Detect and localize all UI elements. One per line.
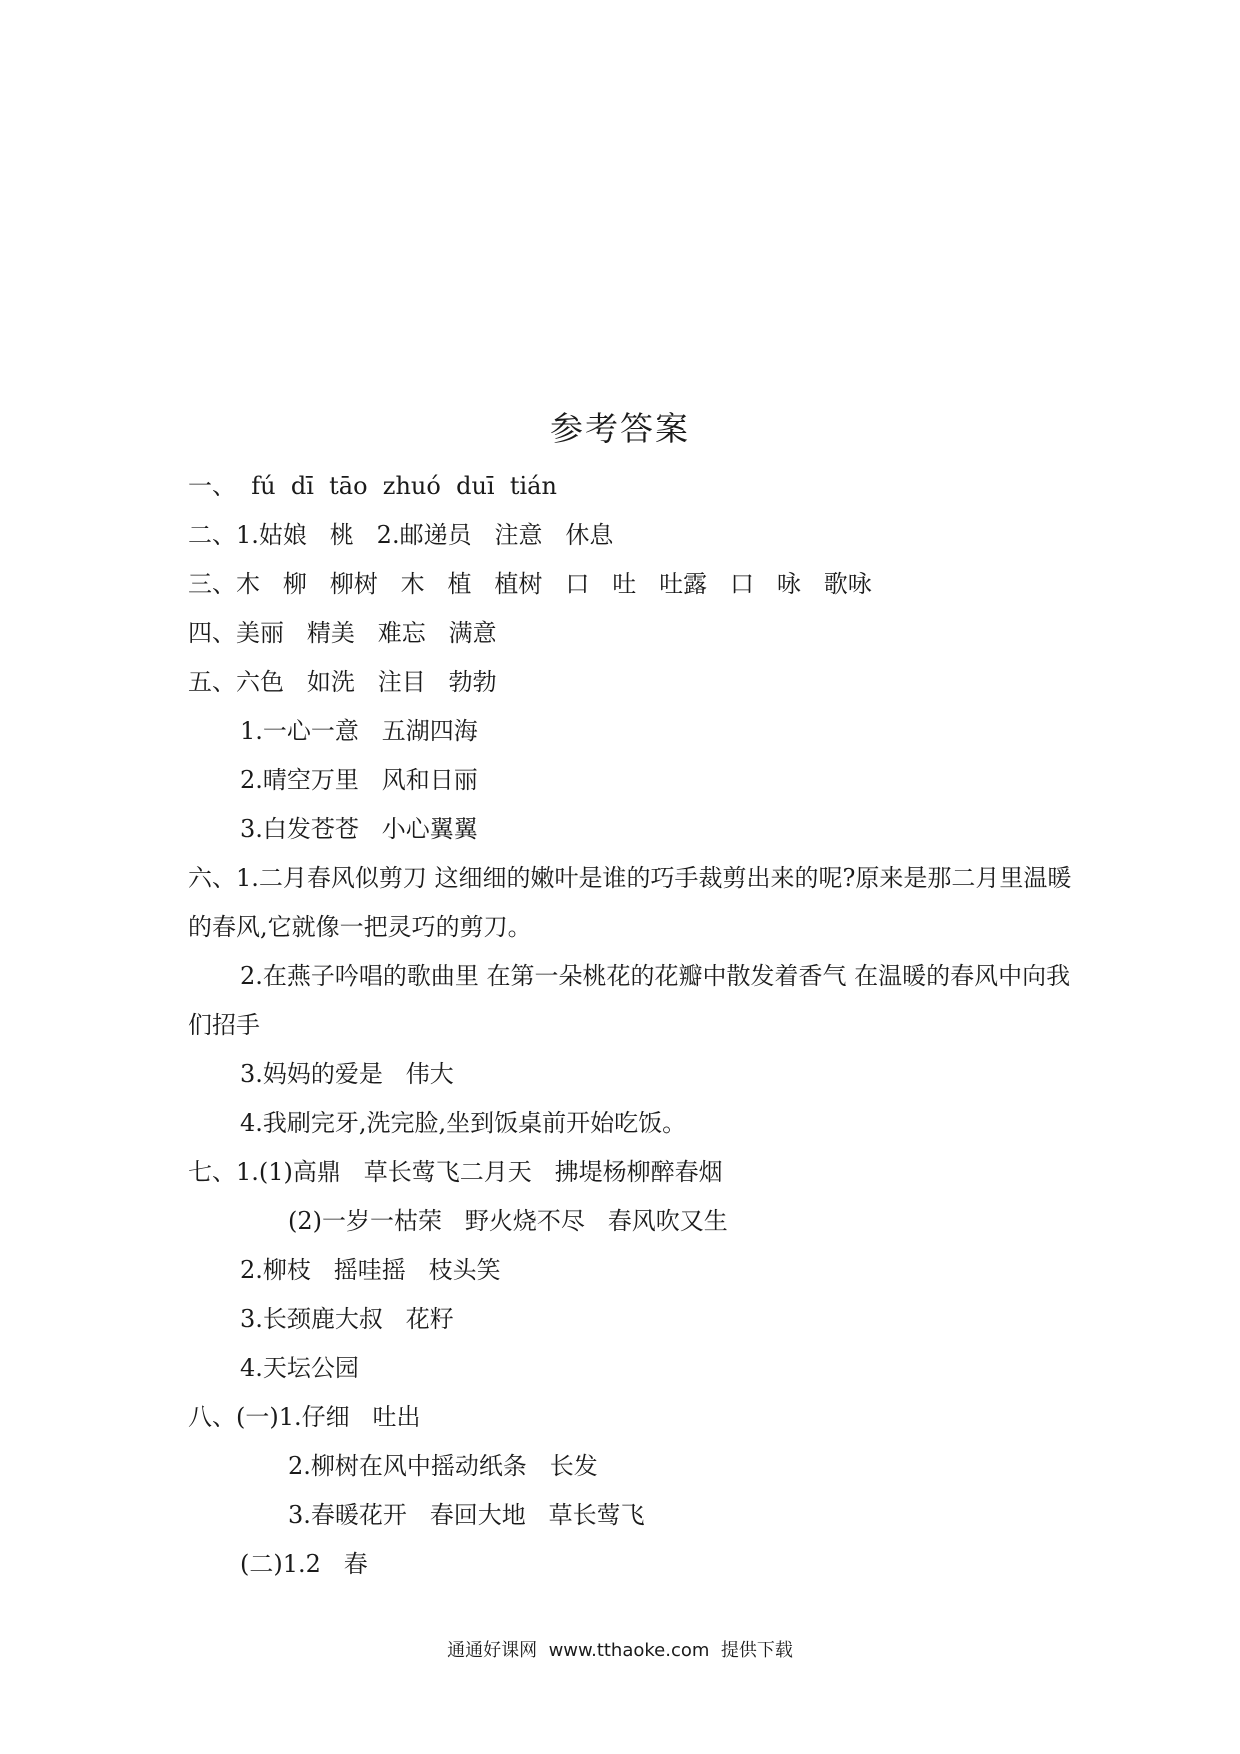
answer-7-item-4: 4.天坛公园: [240, 1354, 359, 1382]
answer-6-item-3: 3.妈妈的爱是 伟大: [240, 1060, 454, 1088]
answer-section-1: 一、 fú dī tāo zhuó duī tián: [188, 472, 557, 500]
answer-section-7: 七、1.(1)高鼎 草长莺飞二月天 拂堤杨柳醉春烟: [188, 1158, 723, 1186]
answer-7-item-1-2: (2)一岁一枯荣 野火烧不尽 春风吹又生: [288, 1207, 728, 1235]
answer-section-6: 六、1.二月春风似剪刀 这细细的嫩叶是谁的巧手裁剪出来的呢?原来是那二月里温暖的春风,它就像一把灵巧的剪刀。: [188, 864, 1072, 941]
answer-section-8: 八、(一)1.仔细 吐出: [188, 1403, 421, 1431]
answer-7-item-3: 3.长颈鹿大叔 花籽: [240, 1305, 454, 1333]
answer-list: [188, 462, 1078, 1589]
answer-8-1-item-3: 3.春暖花开 春回大地 草长莺飞: [288, 1501, 645, 1529]
answer-5-item-2: 2.晴空万里 风和日丽: [240, 766, 478, 794]
answer-section-4: 四、美丽 精美 难忘 满意: [188, 619, 497, 647]
answer-section-2: 二、1.姑娘 桃 2.邮递员 注意 休息: [188, 521, 614, 549]
answer-6-item-2: 2.在燕子吟唱的歌曲里 在第一朵桃花的花瓣中散发着香气 在温暖的春风中向我们招手: [188, 962, 1071, 1039]
page-title: 参考答案: [550, 409, 690, 448]
answer-8-2: (二)1.2 春: [240, 1550, 368, 1578]
answer-8-1-item-2: 2.柳树在风中摇动纸条 长发: [288, 1452, 598, 1480]
answer-section-3: 三、木 柳 柳树 木 植 植树 口 吐 吐露 口 咏 歌咏: [188, 570, 872, 598]
footer-source: 通通好课网 www.tthaoke.com 提供下载: [447, 1640, 793, 1661]
answer-5-item-1: 1.一心一意 五湖四海: [240, 717, 478, 745]
answer-7-item-2: 2.柳枝 摇哇摇 枝头笑: [240, 1256, 501, 1284]
answer-section-5: 五、六色 如洗 注目 勃勃: [188, 668, 497, 696]
answer-6-item-4: 4.我刷完牙,洗完脸,坐到饭桌前开始吃饭。: [240, 1109, 687, 1137]
answer-5-item-3: 3.白发苍苍 小心翼翼: [240, 815, 478, 843]
